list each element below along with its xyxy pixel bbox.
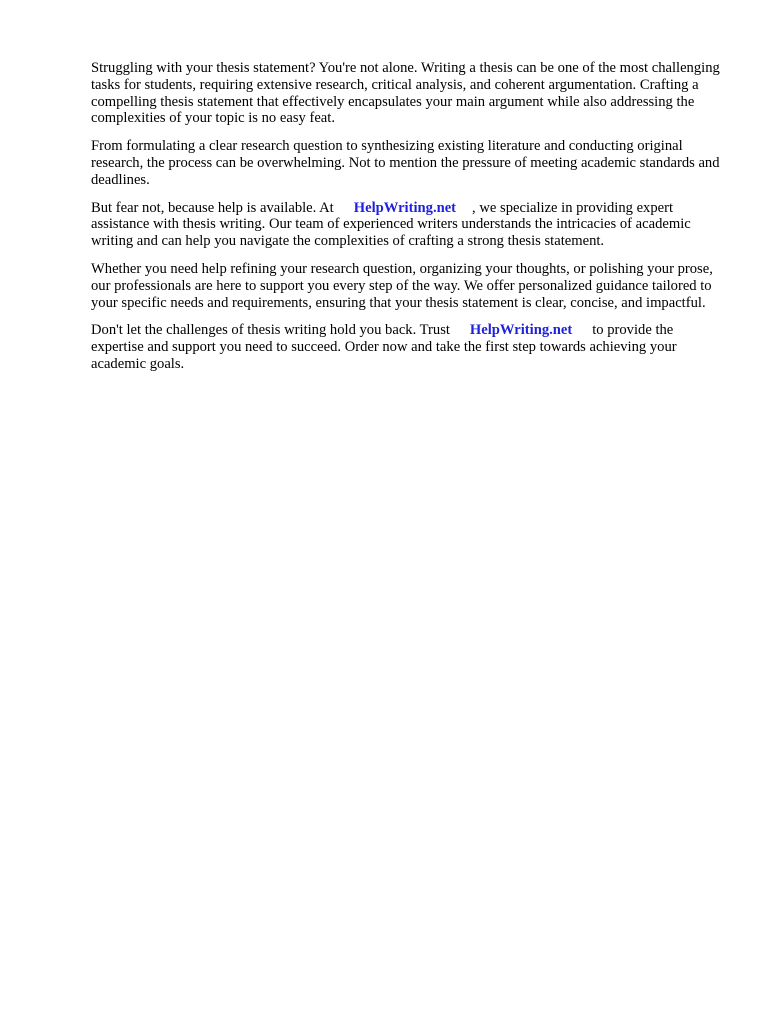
paragraph-process: From formulating a clear research question to synthesizing existing literature and conducting original research, the process can be overwhelming. Not to mention the pressure of meeting academic standards and deadlines. <box>91 138 720 188</box>
paragraph-closing <box>91 322 727 372</box>
helpwriting-link-1[interactable]: HelpWriting.net <box>353 199 457 216</box>
paragraph-closing-lead: Don't let the challenges of thesis writing hold you back. Trust <box>91 322 450 339</box>
paragraph-support: Whether you need help refining your research question, organizing your thoughts, or polishing your prose, our professionals are here to support you every step of the way. We offer personalized guidance tailored to your specific needs and requirements, ensuring that your thesis statement is clear, concise, and impactful. <box>91 260 713 311</box>
paragraph-help-rest: , we specialize in providing expert assistance with thesis writing. Our team of experienced writers understands the intricacies of academic writing and can help you navigate the complexities of crafting a strong thesis statement. <box>91 199 691 250</box>
paragraph-help-lead: But fear not, because help is available. At <box>91 199 334 216</box>
helpwriting-link-2[interactable]: HelpWriting.net <box>469 322 573 339</box>
paragraph-help <box>91 200 727 250</box>
paragraph-closing-rest: to provide the expertise and support you need to succeed. Order now and take the first step towards achieving your academic goals. <box>91 322 677 372</box>
paragraph-intro: Struggling with your thesis statement? You're not alone. Writing a thesis can be one of the most challenging tasks for students, requiring extensive research, critical analysis, and coherent argumentation. Crafting a compelling thesis statement that effectively encapsulates your main argument while also addressing the complexities of your topic is no easy feat. <box>91 60 720 127</box>
document-body <box>91 60 727 384</box>
